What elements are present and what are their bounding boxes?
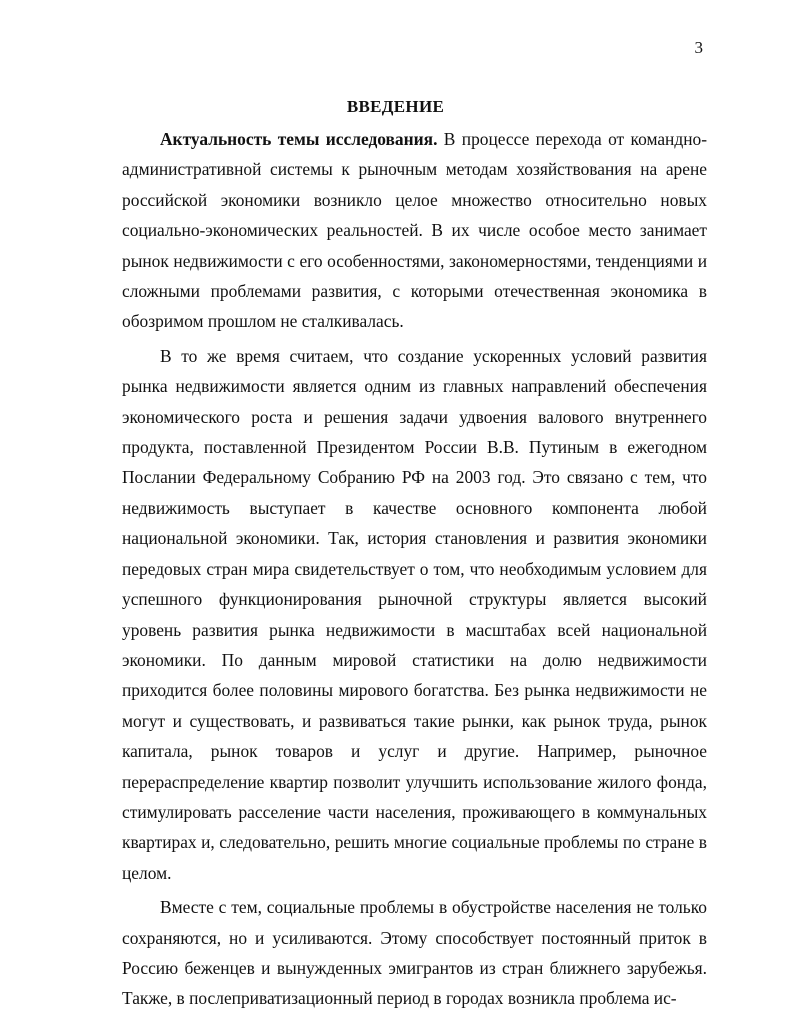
paragraph-text: Вместе с тем, социальные проблемы в обустройстве населения не только сохраняются, но и усиливаются. Этому способствует постоянный приток в Россию беженцев и вынужденных эмигрантов из стран ближнего зарубежья. Также, в послеприватизационный период в городах возникла проблема ис- (122, 897, 707, 1009)
paragraph-social-problems (122, 892, 707, 1014)
paragraph-text: В то же время считаем, что создание ускоренных условий развития рынка недвижимости является одним из главных направлений обеспечения экономического роста и решения задачи удвоения валового внутреннего продукта, поставленной Президентом России В.В. Путиным в ежегодном Послании Федеральному Собранию РФ на 2003 год. Это связано с тем, что недвижимость выступает в качестве основного компонента любой национальной экономики. Так, история становления и развития экономики передовых стран мира свидетельствует о том, что необходимым условием для успешного функционирования рыночной структуры является высокий уровень развития рынка недвижимости в масштабах всей национальной экономики. По данным мировой статистики на долю недвижимости приходится более половины мирового богатства. Без рынка недвижимости не могут и существовать, и развиваться такие рынки, как рынок труда, рынок капитала, рынок товаров и услуг и другие. Например, рыночное перераспределение квартир позволит улучшить использование жилого фонда, стимулировать расселение части населения, проживающего в коммунальных квартирах и, следовательно, решить многие социальные проблемы по стране в целом. (122, 345, 707, 883)
body-text (122, 124, 707, 1014)
paragraph-text: В процессе перехода от командно-административной системы к рыночным методам хозяйствования на арене российской экономики возникло целое множество относительно новых социально-экономических реальностей. В их числе особое место занимает рынок недвижимости с его особенностями, закономерностями, тенденциями и сложными проблемами развития, с которыми отечественная экономика в обозримом прошлом не сталкивалась. (122, 129, 707, 332)
paragraph-real-estate-growth (122, 341, 707, 888)
section-heading: ВВЕДЕНИЕ (346, 97, 445, 116)
page-number: 3 (694, 38, 703, 57)
paragraph-relevance (122, 124, 707, 337)
paragraph-lead: Актуальность темы исследования. (160, 129, 438, 149)
